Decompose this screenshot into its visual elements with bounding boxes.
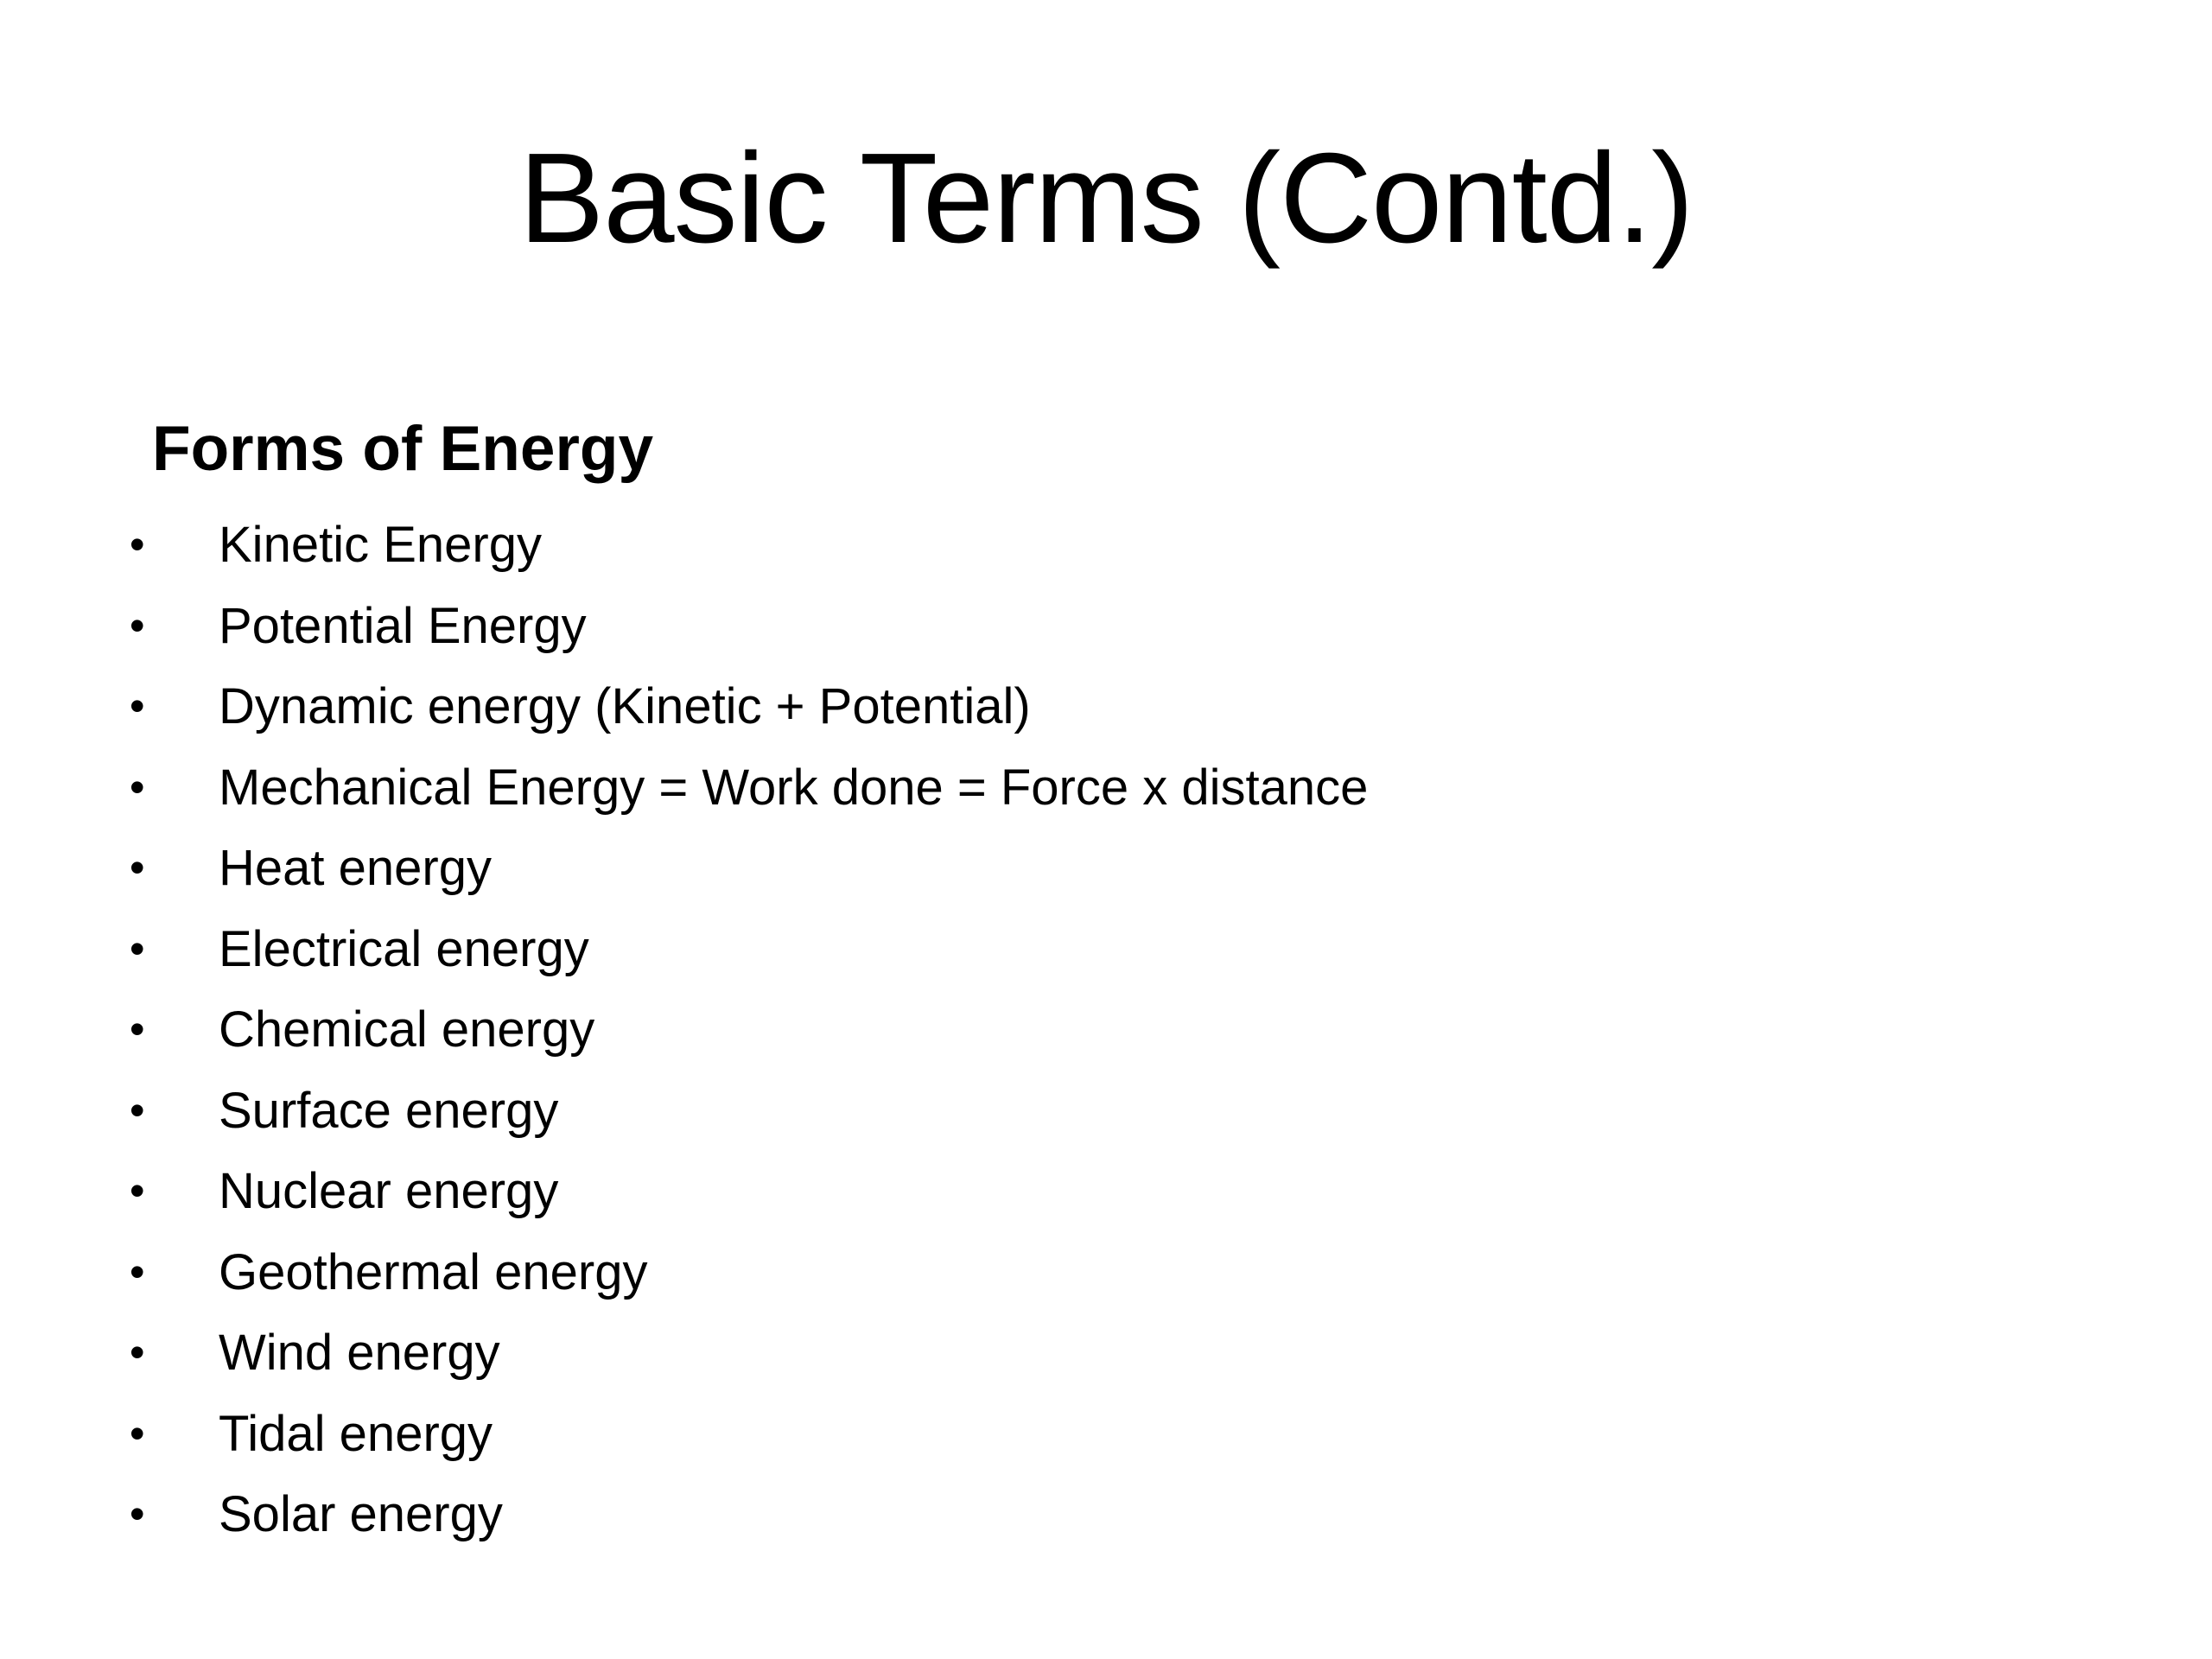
list-item [130, 1151, 2031, 1232]
bullet-icon: • [130, 924, 145, 973]
bullet-icon: • [130, 520, 145, 569]
list-item-text: Kinetic Energy [219, 517, 542, 573]
bullet-icon: • [130, 1490, 145, 1538]
list-item-text: Nuclear energy [219, 1163, 559, 1219]
list-item-text: Solar energy [219, 1486, 503, 1542]
bullet-icon: • [130, 843, 145, 892]
list-item-text: Tidal energy [219, 1405, 493, 1462]
bullet-icon: • [130, 601, 145, 650]
list-item-text: Wind energy [219, 1325, 500, 1381]
bullet-icon: • [130, 1166, 145, 1215]
list-item [130, 1474, 2031, 1555]
list-item [130, 989, 2031, 1071]
list-item [130, 1232, 2031, 1313]
list-item-text: Electrical energy [219, 920, 589, 977]
bullet-icon: • [130, 682, 145, 730]
energy-forms-list [130, 505, 2031, 1555]
list-item [130, 747, 2031, 829]
list-item-text: Geothermal energy [219, 1243, 648, 1300]
slide-content [130, 406, 2031, 1555]
list-item [130, 1394, 2031, 1475]
list-item [130, 909, 2031, 990]
list-item [130, 1071, 2031, 1152]
list-item-text: Dynamic energy (Kinetic + Potential) [219, 678, 1031, 734]
slide-title: Basic Terms (Contd.) [518, 127, 1694, 270]
section-heading: Forms of Energy [152, 414, 654, 484]
list-item-text: Chemical energy [219, 1001, 595, 1058]
bullet-icon: • [130, 762, 145, 811]
list-item-text: Surface energy [219, 1082, 559, 1139]
list-item [130, 505, 2031, 586]
bullet-icon: • [130, 1328, 145, 1376]
list-item-text: Mechanical Energy = Work done = Force x distance [219, 759, 1369, 816]
list-item [130, 1313, 2031, 1394]
bullet-icon: • [130, 1247, 145, 1296]
list-item [130, 828, 2031, 909]
list-item-text: Potential Energy [219, 597, 587, 654]
list-item-text: Heat energy [219, 840, 492, 896]
list-item [130, 666, 2031, 747]
bullet-icon: • [130, 1408, 145, 1458]
bullet-icon: • [130, 1085, 145, 1135]
bullet-icon: • [130, 1005, 145, 1053]
list-item [130, 586, 2031, 667]
